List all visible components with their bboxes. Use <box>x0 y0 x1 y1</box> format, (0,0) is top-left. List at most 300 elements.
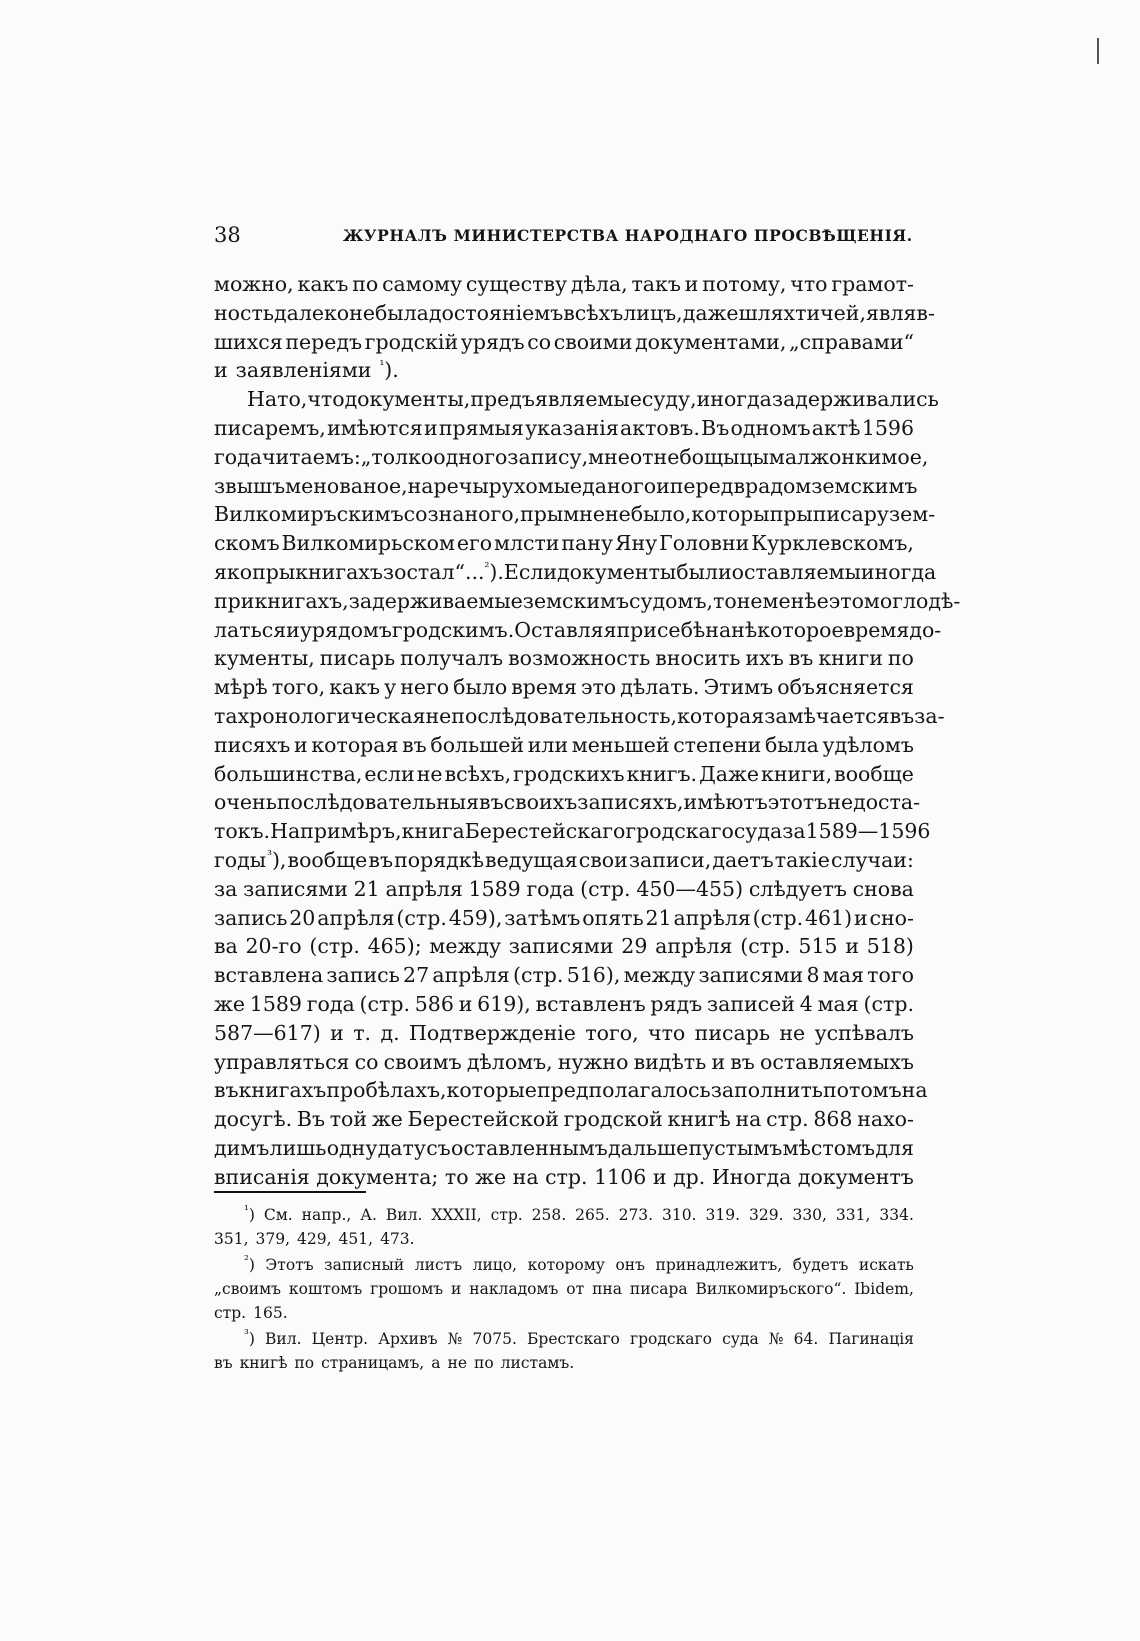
word: и <box>214 358 228 383</box>
word: достояніемъ <box>428 300 564 325</box>
word: актѣ <box>811 415 861 440</box>
word: писаремъ, <box>214 415 326 440</box>
word: стр. <box>766 1107 809 1132</box>
footnote-line <box>214 1227 914 1251</box>
word: д. <box>380 1020 400 1045</box>
word: суду, <box>641 387 697 412</box>
word: большей <box>430 732 525 757</box>
word: 586 <box>414 991 454 1016</box>
word: „справами“ <box>789 329 914 354</box>
word: и <box>458 991 473 1016</box>
word: которая <box>311 732 399 757</box>
word: стр. <box>490 1206 523 1224</box>
word: 465); <box>367 934 422 959</box>
word: латься <box>214 617 287 642</box>
word: запису, <box>507 444 589 469</box>
word: Этимъ <box>703 675 774 700</box>
word: того, <box>585 1020 639 1045</box>
word: въ <box>368 847 393 872</box>
word: передъ <box>285 329 363 354</box>
word: судомъ, <box>629 588 714 613</box>
word: по <box>887 646 914 671</box>
word: такъ <box>631 272 681 296</box>
word: Центр. <box>311 1330 369 1348</box>
word: ихъ <box>745 646 784 671</box>
text-line <box>214 1076 928 1105</box>
text-line <box>214 472 918 501</box>
word: въ <box>214 1354 233 1372</box>
word: листъ <box>414 1256 463 1274</box>
text-line <box>214 616 942 645</box>
text-line <box>214 1163 914 1192</box>
text-line <box>214 961 914 990</box>
word: далеко <box>274 300 350 325</box>
word: что <box>790 272 828 296</box>
word: какъ <box>297 272 349 296</box>
footnote <box>214 1327 914 1375</box>
word: млсти <box>494 531 560 556</box>
word: урядомъ <box>299 617 392 642</box>
word: (стр. <box>752 905 804 930</box>
word: 21 <box>353 876 380 901</box>
word: то <box>713 588 737 613</box>
word: Берестейскаго <box>464 819 626 844</box>
scan-edge-mark <box>1097 38 1099 64</box>
word: лицъ, <box>623 300 683 325</box>
word: апрѣля <box>432 963 510 988</box>
word: которые <box>446 1078 537 1103</box>
word: вообще <box>834 761 914 786</box>
word: существу <box>465 272 568 296</box>
word: степени <box>673 732 762 757</box>
word: 1596 <box>861 415 914 440</box>
word: не <box>736 588 763 613</box>
word: же <box>214 991 245 1016</box>
word: Головни <box>659 531 750 556</box>
word: 619), <box>477 991 531 1016</box>
word: книги <box>818 646 883 671</box>
word: Брестскаго <box>527 1330 620 1348</box>
word: от <box>566 1280 585 1298</box>
word: предполагалось <box>536 1078 711 1103</box>
word: него <box>400 675 450 700</box>
word: дату <box>377 1135 426 1160</box>
text-line <box>214 817 931 846</box>
word: порядкѣ <box>394 847 484 872</box>
word: которая <box>677 703 765 728</box>
word: даного <box>582 473 657 498</box>
word: задерживались <box>771 387 939 412</box>
word: которы <box>691 502 770 527</box>
word: напр., <box>301 1206 352 1224</box>
word: (стр. <box>309 934 360 959</box>
word: пна <box>592 1280 622 1298</box>
word: не <box>349 300 375 325</box>
word: апрѣля <box>385 876 463 901</box>
word: грошомъ <box>370 1280 444 1298</box>
word: для <box>875 1135 914 1160</box>
word: и <box>451 1280 462 1298</box>
word: было, <box>630 502 692 527</box>
word: замѣчается <box>764 703 890 728</box>
word: этотъ <box>767 790 828 815</box>
word: свои <box>578 847 628 872</box>
word: книгахъ, <box>254 588 349 613</box>
word: оставляемы <box>731 559 861 584</box>
word: и <box>853 905 868 930</box>
word: 1589 <box>249 991 302 1016</box>
word: Вилкомирьском <box>281 531 455 556</box>
word: (стр. <box>512 963 564 988</box>
word: дѣ- <box>928 588 961 613</box>
word: своими <box>553 329 633 354</box>
word: 4 <box>799 991 813 1016</box>
word: мѣрѣ <box>214 675 268 700</box>
text-line <box>214 328 914 357</box>
word: Если <box>503 559 558 584</box>
word: на <box>407 473 434 498</box>
word: задерживаемые <box>348 588 523 613</box>
word: въ <box>402 732 427 757</box>
word: „своимъ <box>214 1280 282 1298</box>
word: года <box>526 876 575 901</box>
word: Пагинація <box>828 1330 914 1348</box>
text-line <box>214 587 961 616</box>
word: 329. <box>748 1206 784 1224</box>
word: лишь <box>269 1135 327 1160</box>
word: Яну <box>614 531 658 556</box>
word: 21 <box>645 905 672 930</box>
page-header <box>214 222 914 252</box>
word: опять <box>582 905 644 930</box>
word: запись <box>326 963 400 988</box>
word: и <box>711 1049 726 1074</box>
word: 27 <box>403 963 430 988</box>
word: управляться <box>214 1049 350 1074</box>
word: 515 <box>798 934 838 959</box>
word: стр. <box>545 1164 588 1189</box>
word: Даже <box>699 761 759 786</box>
text-line <box>214 270 914 299</box>
word: 20-го <box>245 934 302 959</box>
word: $^{^3}$) <box>244 1326 255 1348</box>
word: не <box>779 1020 806 1045</box>
word: № <box>447 1330 463 1348</box>
word: если <box>364 761 415 786</box>
word: книгахъ <box>295 559 383 584</box>
text-line <box>214 414 914 443</box>
word: Подтвержденіе <box>409 1020 576 1045</box>
word: недоста- <box>827 790 921 815</box>
footnote <box>214 1203 914 1251</box>
word: страницамъ, <box>321 1354 425 1372</box>
word: рядъ <box>650 991 703 1016</box>
word: 273. <box>618 1206 654 1224</box>
word: читаемъ: <box>261 444 361 469</box>
word: ва <box>214 934 238 959</box>
word: коштомъ <box>288 1280 363 1298</box>
word: его <box>456 531 493 556</box>
word: и <box>294 732 308 757</box>
word: какъ <box>329 675 381 700</box>
word: объясняется <box>777 675 914 700</box>
word: случаи: <box>830 847 914 872</box>
word: 310. <box>662 1206 697 1224</box>
word: и <box>845 934 859 959</box>
word: очень <box>214 790 277 815</box>
word: между <box>623 963 696 988</box>
word: урядъ <box>460 329 525 354</box>
word: мѣстомъ <box>782 1135 876 1160</box>
word: Вилкомиръскимъ <box>214 502 404 527</box>
word: гродскаго <box>630 1330 712 1348</box>
word: $^{^1}$). <box>379 358 399 383</box>
word: иногда <box>860 559 937 584</box>
word: менѣе <box>762 588 829 613</box>
text-line <box>214 1105 914 1134</box>
word: Напримѣръ, <box>270 819 402 844</box>
word: записный <box>324 1256 405 1274</box>
word: димъ <box>214 1135 270 1160</box>
word: писяхъ <box>214 732 291 757</box>
text-line <box>214 356 914 385</box>
word: той <box>329 1107 368 1132</box>
word: яко <box>214 559 253 584</box>
word: успѣвалъ <box>814 1020 914 1045</box>
text-line <box>214 558 937 587</box>
word: рухомые <box>488 473 583 498</box>
footnote-line <box>214 1277 914 1301</box>
word: 351, <box>214 1230 249 1248</box>
text-line <box>214 702 945 731</box>
text-line <box>214 846 914 875</box>
word: 473. <box>380 1230 415 1248</box>
word: принадлежитъ, <box>655 1256 783 1274</box>
word: записей <box>706 991 795 1016</box>
word: не <box>416 761 443 786</box>
word: 587—617) <box>214 1020 321 1045</box>
word: одну <box>326 1135 378 1160</box>
word: 265. <box>575 1206 610 1224</box>
word: токъ. <box>214 819 271 844</box>
word: нужно <box>557 1049 629 1074</box>
word: имѣются <box>327 415 423 440</box>
word: менованое, <box>285 473 408 498</box>
word: т. <box>353 1020 372 1045</box>
text-line <box>214 1019 914 1048</box>
word: (стр. <box>359 991 410 1016</box>
word: это <box>580 675 617 700</box>
word: и <box>652 1164 667 1189</box>
word: земскимъ <box>811 473 918 498</box>
word: своихъ <box>503 790 578 815</box>
word: др. <box>673 1164 706 1189</box>
footnote-line <box>214 1253 914 1277</box>
text-line <box>214 1134 914 1163</box>
word: не <box>447 1354 467 1372</box>
word: листамъ. <box>500 1354 575 1372</box>
word: такіе <box>774 847 830 872</box>
word: 451, <box>338 1230 374 1248</box>
word: малжонки <box>768 444 882 469</box>
word: 8 <box>806 963 820 988</box>
word: время <box>843 617 910 642</box>
word: себѣ <box>656 617 706 642</box>
word: пустымъ <box>688 1135 783 1160</box>
word: что <box>648 1020 686 1045</box>
word: Вилкомиръского“. <box>695 1280 847 1298</box>
word: 165. <box>253 1304 288 1322</box>
word: сно- <box>869 905 914 930</box>
word: вносить <box>655 646 741 671</box>
word: та <box>214 703 238 728</box>
word: пану <box>561 531 614 556</box>
word: то <box>444 1164 469 1189</box>
word: скомъ <box>214 531 280 556</box>
word: въ <box>788 646 814 671</box>
word: за <box>214 876 238 901</box>
word: на <box>901 1078 928 1103</box>
word: мое, <box>881 444 929 469</box>
word: были <box>676 559 732 584</box>
word: 429, <box>297 1230 332 1248</box>
word: и <box>423 415 438 440</box>
word: вставленъ <box>535 991 646 1016</box>
word: 334. <box>879 1206 914 1224</box>
word: являв- <box>866 300 935 325</box>
word: сознаного, <box>403 502 521 527</box>
word: Ibidem, <box>854 1280 914 1298</box>
word: 1589 <box>468 876 521 901</box>
word: земскимъ <box>522 588 629 613</box>
word: то, <box>277 387 308 412</box>
word: а <box>431 1354 441 1372</box>
word: 7075. <box>472 1330 517 1348</box>
word: меньшей <box>571 732 670 757</box>
word: Оставляя <box>514 617 617 642</box>
word: документы <box>557 559 677 584</box>
word: лицо, <box>472 1256 518 1274</box>
word: небощыцы <box>653 444 769 469</box>
text-line <box>214 443 929 472</box>
word: записями <box>508 934 614 959</box>
word: мая <box>817 991 859 1016</box>
word: была <box>764 732 819 757</box>
word: же <box>475 1164 507 1189</box>
main-text <box>214 270 961 1192</box>
word: даже <box>682 300 739 325</box>
word: записи, <box>628 847 712 872</box>
word: „толко <box>360 444 434 469</box>
word: См. <box>263 1206 293 1224</box>
word: при <box>214 588 255 613</box>
word: досугѣ. <box>214 1107 293 1132</box>
word: Вил. <box>385 1206 423 1224</box>
word: $^{^2}$) <box>244 1252 255 1274</box>
word: пры <box>520 502 564 527</box>
word: вообще <box>287 847 368 872</box>
word: всѣхъ, <box>444 761 512 786</box>
word: 461) <box>804 905 853 930</box>
word: по <box>474 1354 494 1372</box>
word: стр. <box>214 1304 247 1322</box>
text-line <box>214 875 914 904</box>
word: со <box>527 329 552 354</box>
word: шляхтичей, <box>738 300 866 325</box>
text-line <box>214 990 914 1019</box>
word: могло <box>863 588 929 613</box>
word: 1106 <box>594 1164 647 1189</box>
word: предъявляемые <box>470 387 642 412</box>
word: $^{^1}$) <box>244 1202 255 1224</box>
word: книги, <box>761 761 833 786</box>
text-line <box>214 932 914 961</box>
word: слѣдуетъ <box>748 876 847 901</box>
text-line <box>214 1048 914 1077</box>
word: всѣхъ <box>563 300 624 325</box>
text-line <box>214 529 914 558</box>
word: от <box>629 444 654 469</box>
word: ведущая <box>485 847 578 872</box>
word: книга <box>401 819 465 844</box>
word: пры <box>252 559 296 584</box>
word: за <box>782 819 806 844</box>
word: на <box>705 617 732 642</box>
word: вставлена <box>214 963 324 988</box>
word: самому <box>382 272 463 296</box>
word: со <box>354 1049 379 1074</box>
word: дальше <box>607 1135 689 1160</box>
word: прямыя <box>438 415 524 440</box>
word: А. <box>360 1206 377 1224</box>
word: удѣломъ <box>822 732 914 757</box>
word: послѣдовательныя <box>276 790 480 815</box>
word: Архивъ <box>378 1330 438 1348</box>
word: съ <box>426 1135 451 1160</box>
word: можно, <box>214 272 294 296</box>
footnote-line <box>214 1301 914 1325</box>
text-line <box>214 760 914 789</box>
word: при <box>616 617 657 642</box>
word: $^{^3}$), <box>267 847 287 872</box>
word: зем- <box>888 502 936 527</box>
word: дѣломъ, <box>466 1049 553 1074</box>
word: ность <box>214 300 274 325</box>
word: въ <box>889 703 915 728</box>
word: писара <box>629 1280 688 1298</box>
word: книгахъ <box>238 1078 327 1103</box>
word: гродскимъ. <box>391 617 515 642</box>
word: мне <box>588 444 630 469</box>
word: 459), <box>448 905 503 930</box>
word: была <box>374 300 429 325</box>
word: Иногда <box>711 1164 792 1189</box>
footnote-separator <box>214 1191 366 1193</box>
word: Вил. <box>265 1330 302 1348</box>
word: пробѣлахъ, <box>326 1078 447 1103</box>
word: гродской <box>563 1107 663 1132</box>
word: на <box>735 1107 762 1132</box>
word: 518) <box>866 934 914 959</box>
word: дѣла, <box>570 272 628 296</box>
word: документъ <box>797 1164 914 1189</box>
word: у <box>384 675 397 700</box>
word: будетъ <box>792 1256 849 1274</box>
word: мая <box>822 963 864 988</box>
footnote-gap <box>214 1375 914 1377</box>
word: по <box>352 272 379 296</box>
text-line <box>214 788 921 817</box>
